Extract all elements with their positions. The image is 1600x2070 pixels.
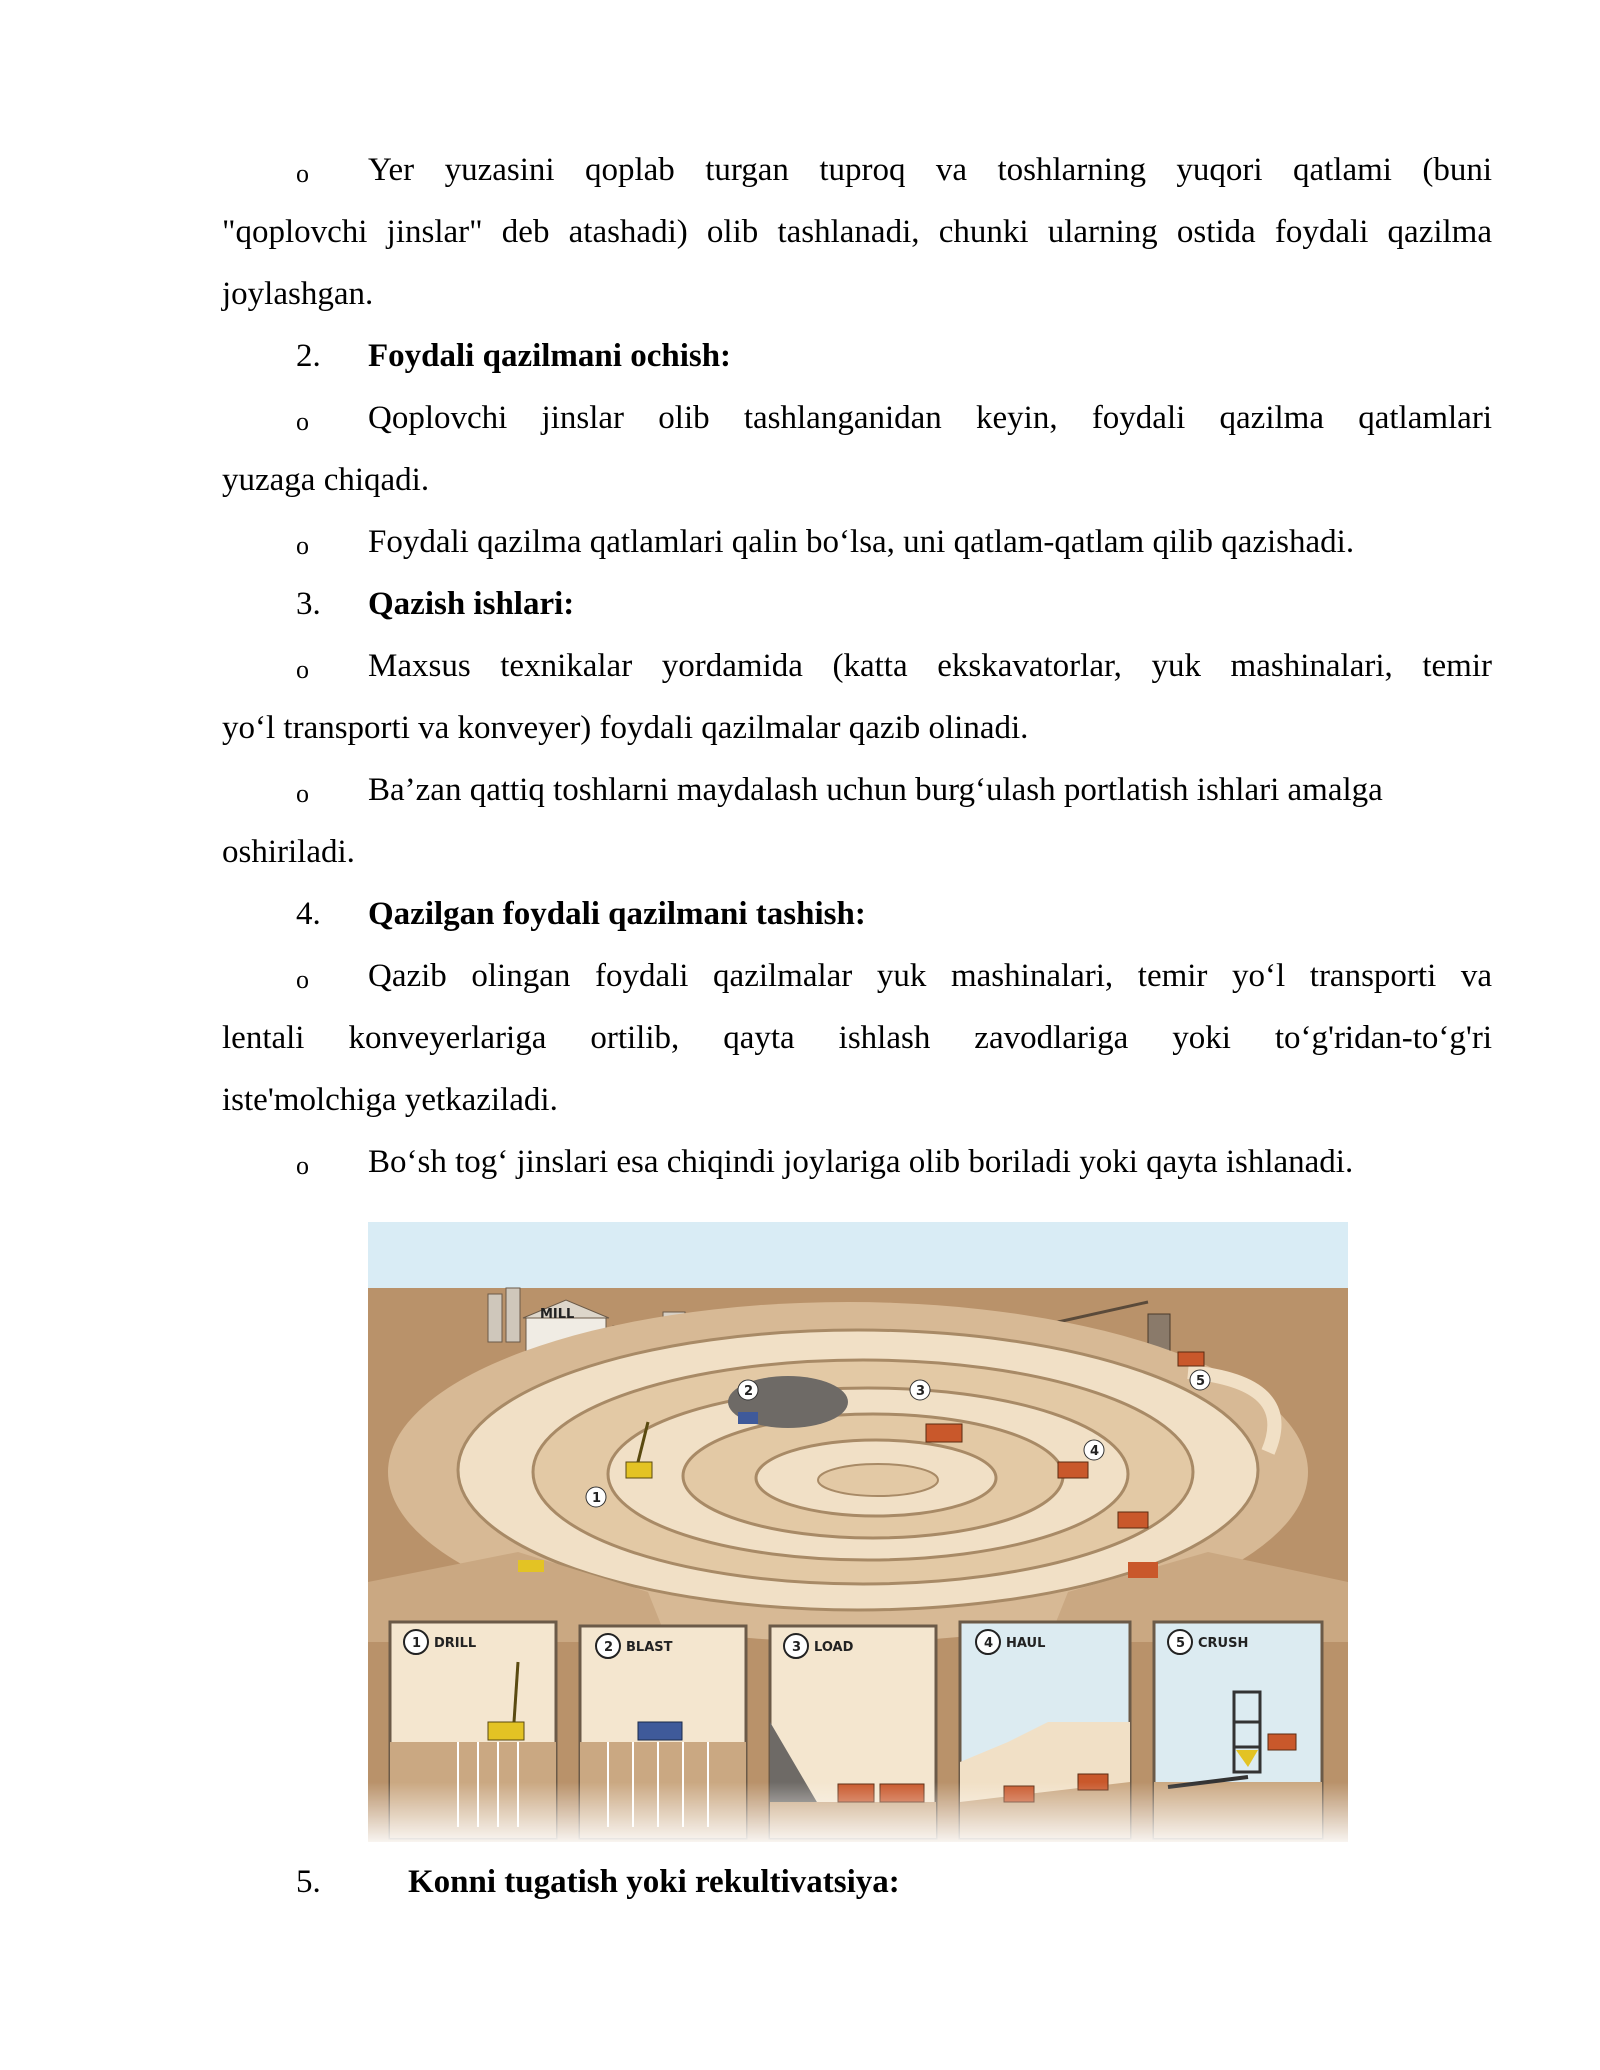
paragraph-line: Bo‘sh tog‘ jinslari esa chiqindi joylariga olib boriladi yoki qayta ishlanadi. <box>368 1144 1354 1180</box>
marker-5: 5 <box>1196 1374 1206 1389</box>
section-heading: Qazilgan foydali qazilmani tashish: <box>368 896 866 932</box>
stage-label-crush: CRUSH <box>1198 1636 1249 1651</box>
haul-truck <box>1118 1512 1148 1528</box>
paragraph-line: oshiriladi. <box>222 834 355 870</box>
bullet-marker: o <box>296 531 309 560</box>
open-pit-mining-illustration <box>368 1222 1348 1842</box>
section-heading: Qazish ishlari: <box>368 586 575 622</box>
excavator <box>926 1424 962 1442</box>
mine-diagram-svg <box>368 1222 1348 1842</box>
bullet-marker: o <box>296 779 309 808</box>
paragraph-line: Maxsus texnikalar yordamida (katta ekskavatorlar, yuk mashinalari, temir <box>368 648 1492 684</box>
stage-label-drill: DRILL <box>434 1636 477 1651</box>
bullet-marker: o <box>296 965 309 994</box>
stage-number: 3 <box>792 1640 802 1655</box>
section-number: 3. <box>296 586 321 622</box>
bullet-marker: o <box>296 655 309 684</box>
bullet-marker: o <box>296 407 309 436</box>
marker-2: 2 <box>744 1384 754 1399</box>
paragraph-line: yo‘l transporti va konveyer) foydali qazilmalar qazib olinadi. <box>222 710 1029 746</box>
paragraph-line: Qazib olingan foydali qazilmalar yuk mashinalari, temir yo‘l transporti va <box>368 958 1492 994</box>
section-number: 5. <box>296 1864 321 1900</box>
drill-rig <box>626 1462 652 1478</box>
haul-truck <box>1058 1462 1088 1478</box>
bullet-marker: o <box>296 1151 309 1180</box>
loader <box>518 1560 544 1572</box>
marker-4: 4 <box>1090 1444 1100 1459</box>
marker-3: 3 <box>916 1384 926 1399</box>
stage-number: 2 <box>604 1640 614 1655</box>
stage-number: 5 <box>1176 1636 1186 1651</box>
paragraph-line: Yer yuzasini qoplab turgan tuproq va toshlarning yuqori qatlami (buni <box>368 152 1492 188</box>
paragraph-line: joylashgan. <box>222 276 374 312</box>
paragraph-line: Qoplovchi jinslar olib tashlanganidan keyin, foydali qazilma qatlamlari <box>368 400 1492 436</box>
section-heading: Konni tugatish yoki rekultivatsiya: <box>408 1864 900 1900</box>
stage-label-blast: BLAST <box>626 1640 673 1655</box>
stage-number: 1 <box>412 1636 422 1651</box>
paragraph-line: "qoplovchi jinslar" deb atashadi) olib tashlanadi, chunki ularning ostida foydali qazilma <box>222 214 1492 250</box>
paragraph-line: Foydali qazilma qatlamlari qalin bo‘lsa, uni qatlam-qatlam qilib qazishadi. <box>368 524 1355 560</box>
paragraph-line: lentali konveyerlariga ortilib, qayta ishlash zavodlariga yoki to‘g'ridan-to‘g'ri <box>222 1020 1492 1056</box>
section-number: 4. <box>296 896 321 932</box>
bullet-marker: o <box>296 159 309 188</box>
paragraph-line: yuzaga chiqadi. <box>222 462 430 498</box>
paragraph-line: Ba’zan qattiq toshlarni maydalash uchun burg‘ulash portlatish ishlari amalga <box>368 772 1383 808</box>
section-number: 2. <box>296 338 321 374</box>
sky <box>368 1222 1348 1292</box>
section-heading: Foydali qazilmani ochish: <box>368 338 732 374</box>
stage-label-load: LOAD <box>814 1640 854 1655</box>
haul-truck <box>1178 1352 1204 1366</box>
paragraph-line: iste'molchiga yetkaziladi. <box>222 1082 558 1118</box>
stage-number: 4 <box>984 1636 994 1651</box>
blast-truck <box>738 1412 758 1424</box>
bottom-fade <box>368 1782 1348 1842</box>
mill-sign: MILL <box>540 1307 575 1322</box>
stage-label-haul: HAUL <box>1006 1636 1046 1651</box>
marker-1: 1 <box>592 1491 602 1506</box>
haul-truck <box>1128 1562 1158 1578</box>
